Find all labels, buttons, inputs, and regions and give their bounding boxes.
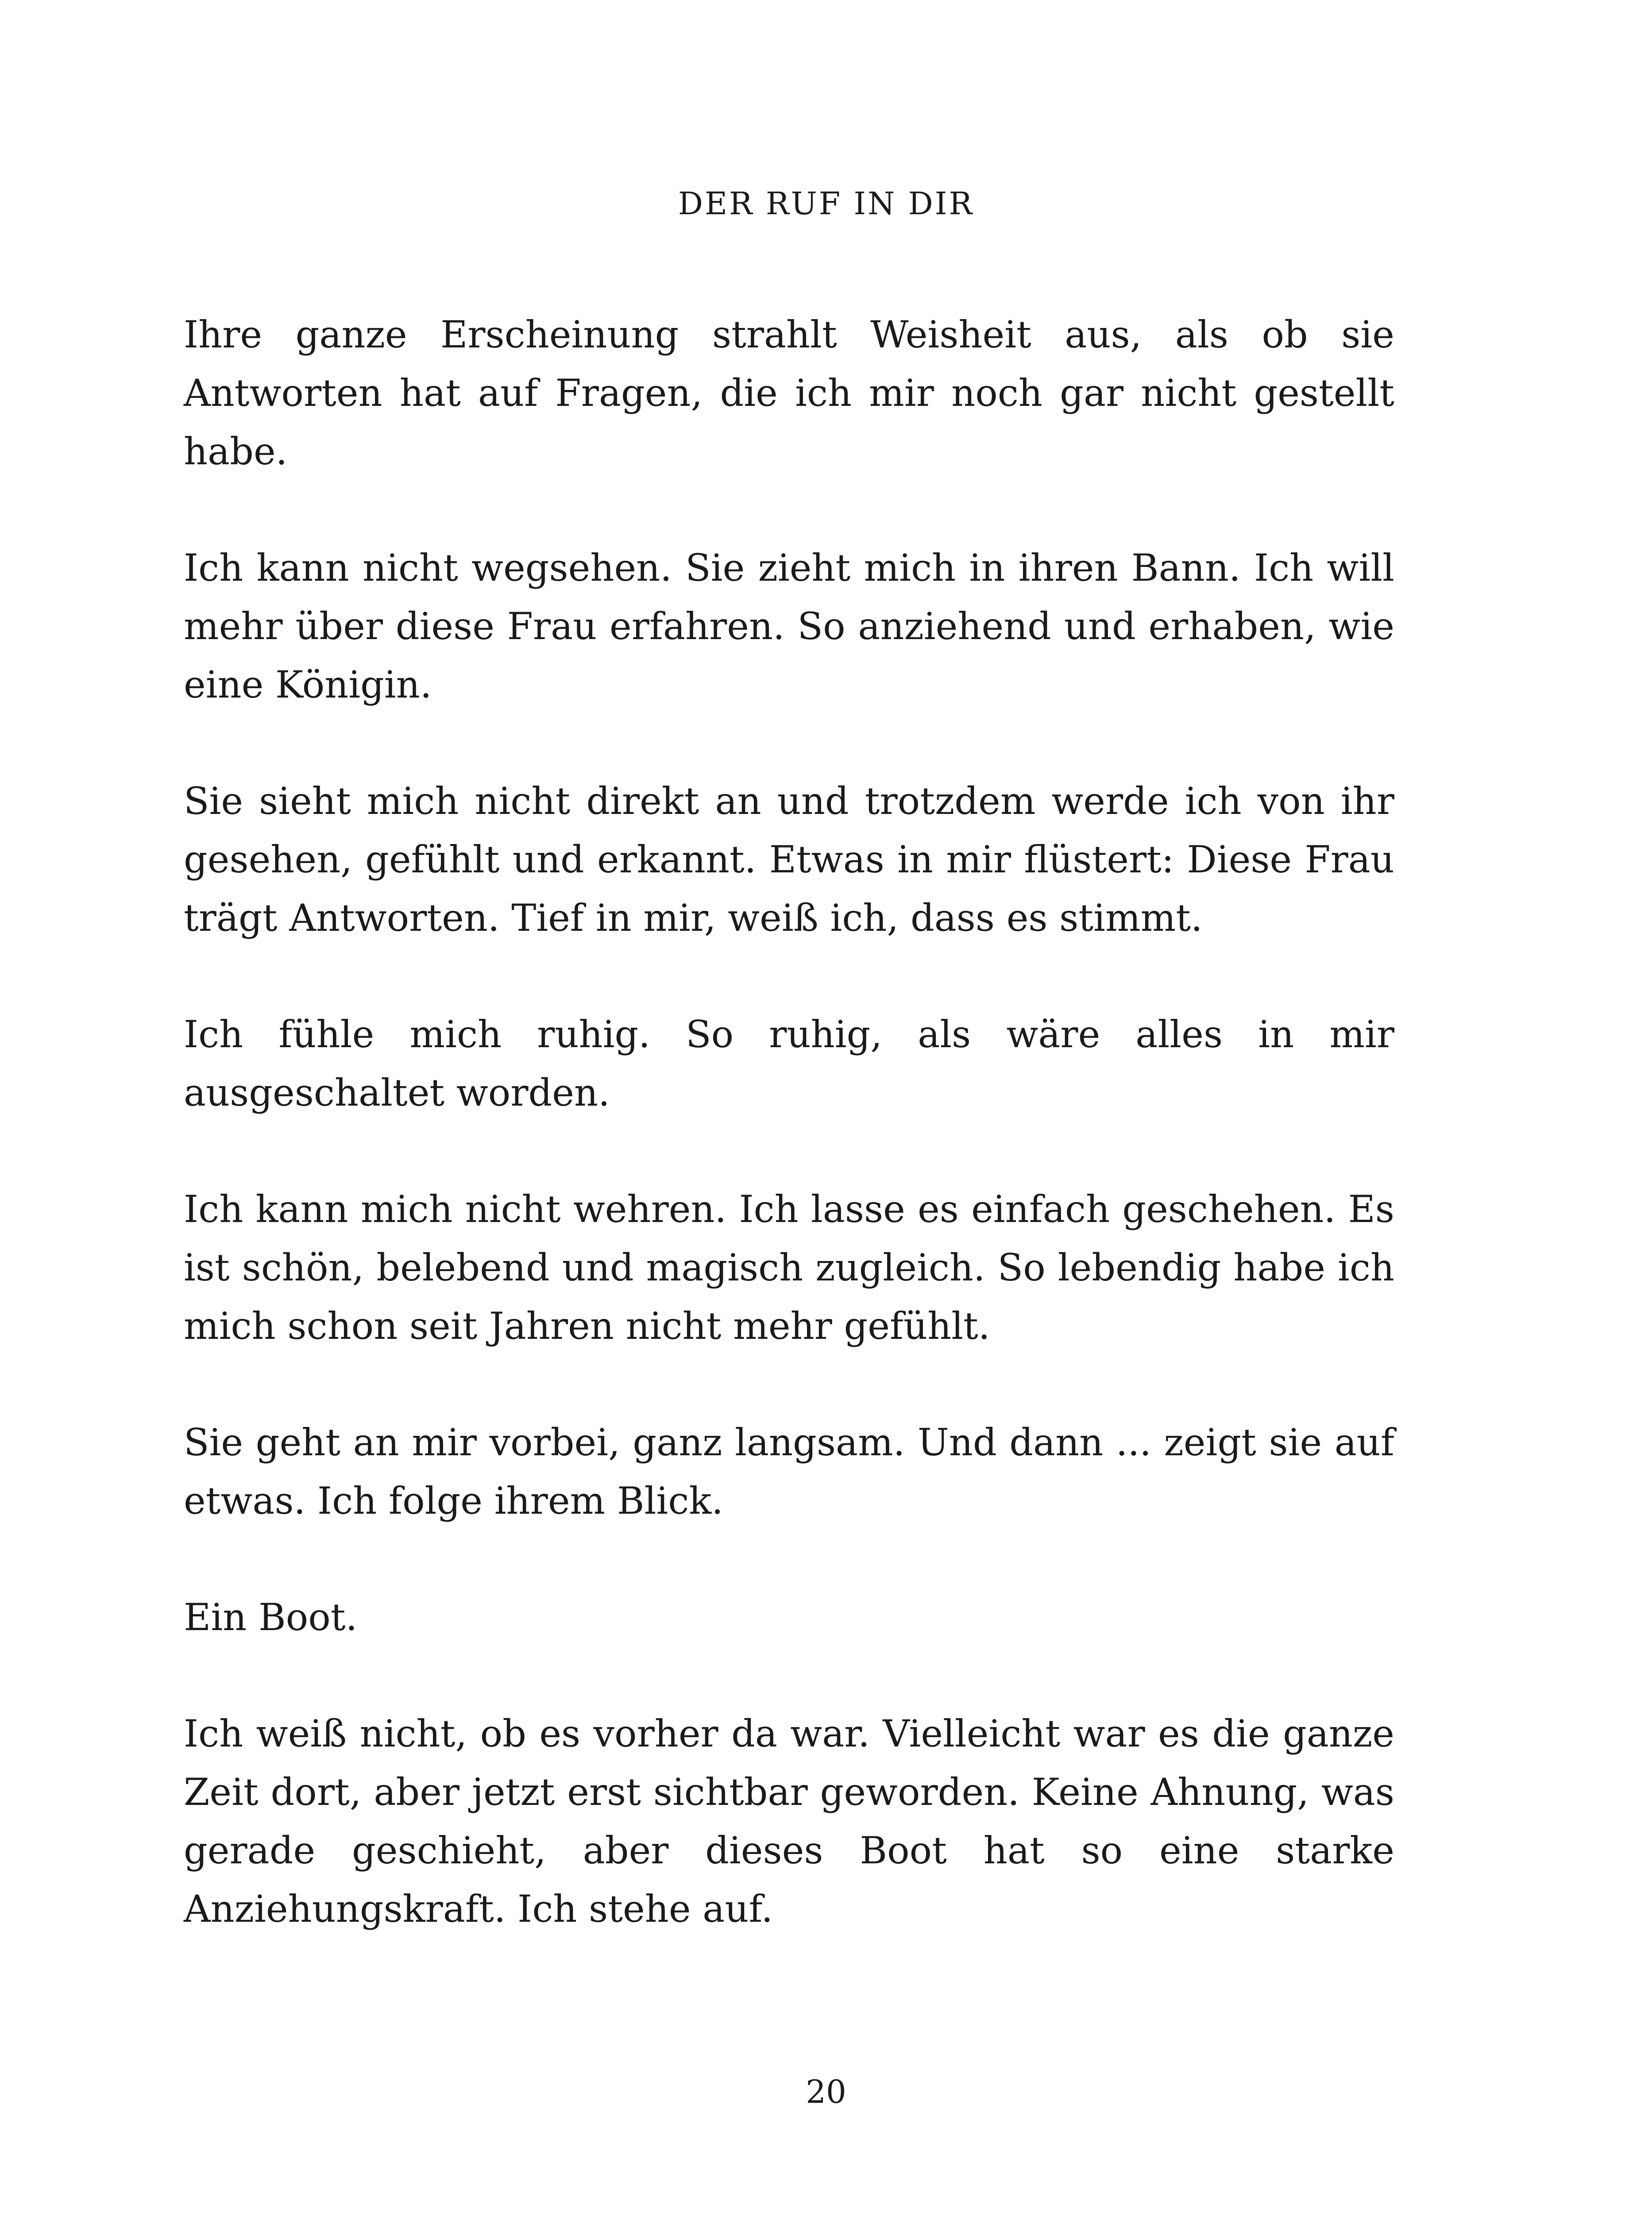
paragraph: Ich kann mich nicht wehren. Ich lasse es einfach geschehen. Es ist schön, belebend und magisch zugleich. So lebendig habe ich mich schon seit Jahren nicht mehr gefühlt. <box>184 1187 1394 1348</box>
body-text <box>184 305 1394 1996</box>
paragraph: Ich fühle mich ruhig. So ruhig, als wäre alles in mir ausgeschaltet worden. <box>184 1013 1394 1114</box>
paragraph: Sie geht an mir vorbei, ganz langsam. Und dann ... zeigt sie auf etwas. Ich folge ihrem Blick. <box>184 1421 1394 1523</box>
paragraph: Ich kann nicht wegsehen. Sie zieht mich in ihren Bann. Ich will mehr über diese Frau erfahren. So anziehend und erhaben, wie eine Königin. <box>184 546 1394 706</box>
paragraph: Sie sieht mich nicht direkt an und trotzdem werde ich von ihr gesehen, gefühlt und erkannt. Etwas in mir flüstert: Diese Frau trägt Antworten. Tief in mir, weiß ich, dass es stimmt. <box>184 779 1394 940</box>
paragraph: Ein Boot. <box>184 1596 358 1639</box>
paragraph: Ihre ganze Erscheinung strahlt Weisheit aus, als ob sie Antworten hat auf Fragen, die ich mir noch gar nicht gestellt habe. <box>184 313 1394 473</box>
paragraph: Ich weiß nicht, ob es vorher da war. Vielleicht war es die ganze Zeit dort, aber jetzt erst sichtbar geworden. Keine Ahnung, was gerade geschieht, aber dieses Boot hat so eine starke Anziehungskraft. Ich stehe auf. <box>184 1712 1394 1931</box>
page-number: 20 <box>806 2073 846 2110</box>
running-header: DER RUF IN DIR <box>678 185 974 222</box>
